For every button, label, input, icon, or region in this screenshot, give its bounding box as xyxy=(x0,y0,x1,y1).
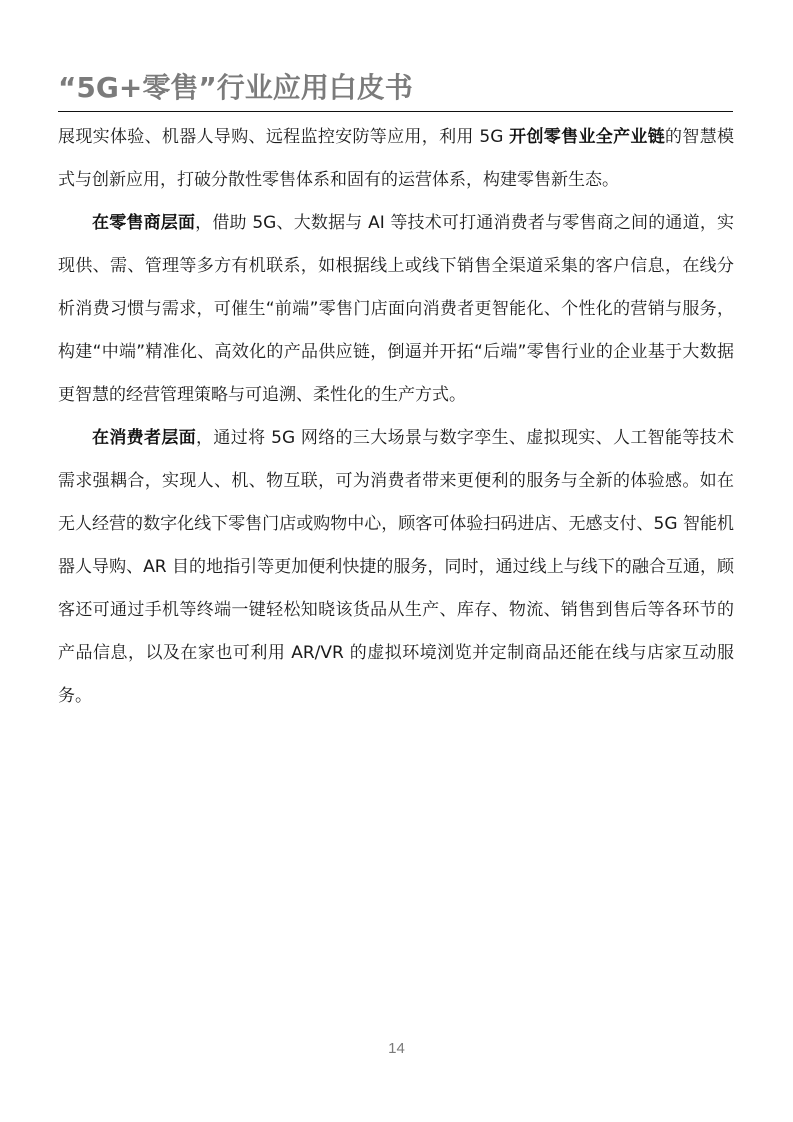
paragraph-consumer-level xyxy=(58,417,734,718)
paragraph-lead-heading: 在消费者层面 xyxy=(92,428,197,448)
paragraph-continuation xyxy=(58,116,734,202)
paragraph-lead-heading: 在零售商层面 xyxy=(92,213,196,233)
document-title: “5G+零售”行业应用白皮书 xyxy=(58,71,413,104)
text-segment: 的智慧模式与创新应用，打破分散性零售体系和固有的运营体系，构建零售新生态。 xyxy=(58,127,735,190)
page-header xyxy=(58,70,733,106)
text-segment: ，通过将 5G 网络的三大场景与数字孪生、虚拟现实、人工智能等技术需求强耦合，实现人、机、物互联，可为消费者带来更便利的服务与全新的体验感。如在无人经营的数字化线下零售门店或购物中心，顾客可体验扫码进店、无感支付、5G 智能机器人导购、AR 目的地指引等更加便利快捷的服务，同时，通过线上与线下的融合互通，顾客还可通过手机等终端一键轻松知晓该货品从生产、库存、物流、销售到售后等各环节的产品信息，以及在家也可利用 AR/VR 的虚拟环境浏览并定制商品还能在线与店家互动服务。 xyxy=(58,428,735,706)
text-segment: 展现实体验、机器人导购、远程监控安防等应用，利用 5G xyxy=(58,127,510,147)
page-number: 14 xyxy=(388,1040,405,1057)
text-segment: ，借助 5G、大数据与 AI 等技术可打通消费者与零售商之间的通道，实现供、需、管理等多方有机联系，如根据线上或线下销售全渠道采集的客户信息，在线分析消费习惯与需求，可催生“前端”零售门店面向消费者更智能化、个性化的营销与服务，构建“中端”精准化、高效化的产品供应链，倒逼并开拓“后端”零售行业的企业基于大数据更智慧的经营管理策略与可追溯、柔性化的生产方式。 xyxy=(58,213,735,405)
body-content xyxy=(58,116,734,718)
header-divider xyxy=(58,111,733,112)
emphasis-text: 开创零售业全产业链 xyxy=(509,127,666,147)
paragraph-retailer-level xyxy=(58,202,734,417)
